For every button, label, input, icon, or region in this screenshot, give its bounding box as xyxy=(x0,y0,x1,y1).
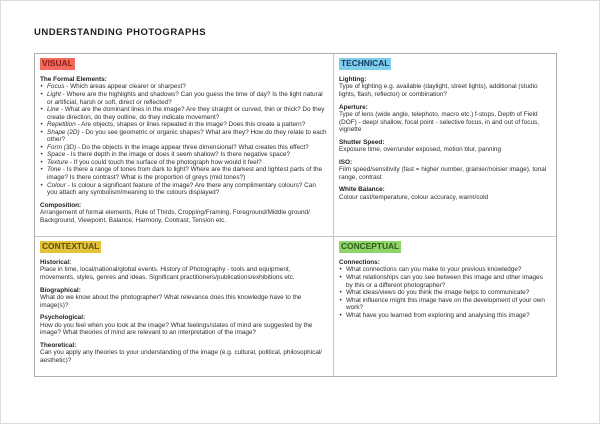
technical-item xyxy=(339,76,550,99)
item-heading: Biographical: xyxy=(40,286,81,294)
desc: - Is there depth in the image or does it seem shallow? Is there negative space? xyxy=(66,151,290,159)
list-item xyxy=(40,91,327,106)
list-item: • What relationships can you see between this image and other images by this or a different photographer? xyxy=(339,274,550,289)
desc: - Do the objects in the image appear three dimensional? What creates this effect? xyxy=(77,143,309,151)
item-text: How do you feel when you look at the image? What feelings/states of mind are suggested by the image? What theories of mind are relevant to an interpretation of the image? xyxy=(40,321,313,337)
list-item xyxy=(40,159,327,167)
section-visual xyxy=(35,54,334,237)
conceptual-header-row xyxy=(339,241,550,255)
list-item xyxy=(40,182,327,197)
technical-item xyxy=(339,104,550,134)
list-item xyxy=(40,166,327,181)
conceptual-header: CONCEPTUAL xyxy=(341,241,400,251)
desc: - Is there a range of tones from dark to light? Where are the darkest and lightest parts of the image? Is there contrast? What is the proportion of greys (mid tones?) xyxy=(47,166,323,182)
composition-text: Arrangement of formal elements, Rule of Thirds, Cropping/Framing, Foreground/Middle ground/ Background, Viewpoint, Balance, Harmony, Contrast, Tension etc. xyxy=(40,209,310,224)
list-item: • What ideas/views do you think the image helps to communicate? xyxy=(339,289,550,297)
item-heading: ISO: xyxy=(339,158,353,166)
section-technical xyxy=(334,54,556,237)
composition-heading: Composition: xyxy=(40,201,82,209)
term: Line xyxy=(47,106,60,114)
term: Form (3D) xyxy=(47,143,77,151)
list-item xyxy=(40,144,327,152)
item-heading: Lighting: xyxy=(339,75,367,83)
term: Space xyxy=(47,151,66,159)
contextual-header-row xyxy=(40,241,327,255)
list-item xyxy=(40,129,327,144)
item-heading: Shutter Speed: xyxy=(339,138,385,146)
desc: - What are the dominant lines in the image? Are they straight or curved, thin or thick? Do they create direction, do they outline, do they indicate movement? xyxy=(47,106,325,121)
desc: - If you could touch the surface of the photograph how would it feel? xyxy=(69,158,262,166)
connections-heading: Connections: xyxy=(339,258,380,266)
list-item xyxy=(40,106,327,121)
desc: - Do you see geometric or organic shapes? What are they? How do they relate to each other? xyxy=(47,128,327,144)
list-item xyxy=(40,83,327,91)
item-text: Type of lighting e.g. available (daylight, street lights), additional (studio lights, flash, reflector) or combination? xyxy=(339,83,538,98)
item-text: Colour cast/temperature, colour accuracy, warm/cold xyxy=(339,194,489,202)
item-text: Can you apply any theories to your understanding of the image (e.g. cultural, political, philosophical/ aesthetic)? xyxy=(40,349,323,364)
term: Shape (2D) xyxy=(47,128,80,136)
item-text: Type of lens (wide angle, telephoto, macro etc.) f-stops, Depth of Field (DOF) - deep/ shallow, focal point - selective focus, in and out of focus, vignette xyxy=(339,111,539,134)
technical-item xyxy=(339,139,550,154)
section-contextual xyxy=(35,237,334,376)
list-item: • What influence might this image have on the development of your own work? xyxy=(339,297,550,312)
item-text: Exposure time, over/under exposed, motion blur, panning xyxy=(339,146,501,154)
term: Focus xyxy=(47,83,65,91)
item-heading: Historical: xyxy=(40,258,72,266)
technical-header-row xyxy=(339,58,550,72)
desc: - Are objects, shapes or lines repeated in the image? Does this create a pattern? xyxy=(77,121,306,129)
list-item xyxy=(40,151,327,159)
item-text: What do we know about the photographer? What relevance does this knowledge have to the image(s)? xyxy=(40,294,302,309)
technical-item xyxy=(339,186,550,201)
page-title: UNDERSTANDING PHOTOGRAPHS xyxy=(34,27,207,38)
desc: - Where are the highlights and shadows? Can you guess the time of day? Is the light natural or artificial, harsh or soft, direct or reflected? xyxy=(47,91,323,106)
formal-elements-list xyxy=(40,83,327,196)
desc: - Is colour a significant feature of the image? Are there any complimentary colours? Can you attach any symbolism/meaning to the colours displayed? xyxy=(47,181,316,197)
item-text: Place in time, local/national/global events. History of Photography - tools and equipment, movements, styles, genres and ideas. Significant practitioners/publications/exhibitions etc. xyxy=(40,266,295,281)
list-item: • What connections can you make to your previous knowledge? xyxy=(339,266,550,274)
technical-item xyxy=(339,159,550,182)
contextual-item xyxy=(40,342,327,365)
term: Texture xyxy=(47,158,69,166)
contextual-header: CONTEXTUAL xyxy=(42,241,100,251)
item-heading: Aperture: xyxy=(339,103,368,111)
contextual-item xyxy=(40,314,327,337)
list-item: • What have you learned from exploring and analysing this image? xyxy=(339,312,550,320)
connections-list xyxy=(339,266,550,319)
item-heading: Theoretical: xyxy=(40,341,77,349)
quadrant-table xyxy=(34,53,557,377)
list-item xyxy=(40,121,327,129)
item-heading: White Balance: xyxy=(339,186,385,194)
term: Repetition xyxy=(47,121,76,129)
contextual-item xyxy=(40,259,327,282)
term: Light xyxy=(47,91,61,98)
contextual-item xyxy=(40,287,327,310)
term: Colour xyxy=(47,181,66,189)
item-heading: Psychological: xyxy=(40,314,86,322)
section-conceptual xyxy=(334,237,556,376)
term: Tone xyxy=(47,166,61,174)
technical-header: TECHNICAL xyxy=(341,58,390,68)
visual-header-row xyxy=(40,58,327,72)
item-text: Film speed/sensitivity (fast = higher number, grainier/noisier image), tonal range, contrast xyxy=(339,166,547,181)
formal-elements-heading: The Formal Elements: xyxy=(40,75,107,83)
desc: - Which areas appear clearer or sharpest? xyxy=(66,83,186,91)
visual-header: VISUAL xyxy=(42,58,73,68)
